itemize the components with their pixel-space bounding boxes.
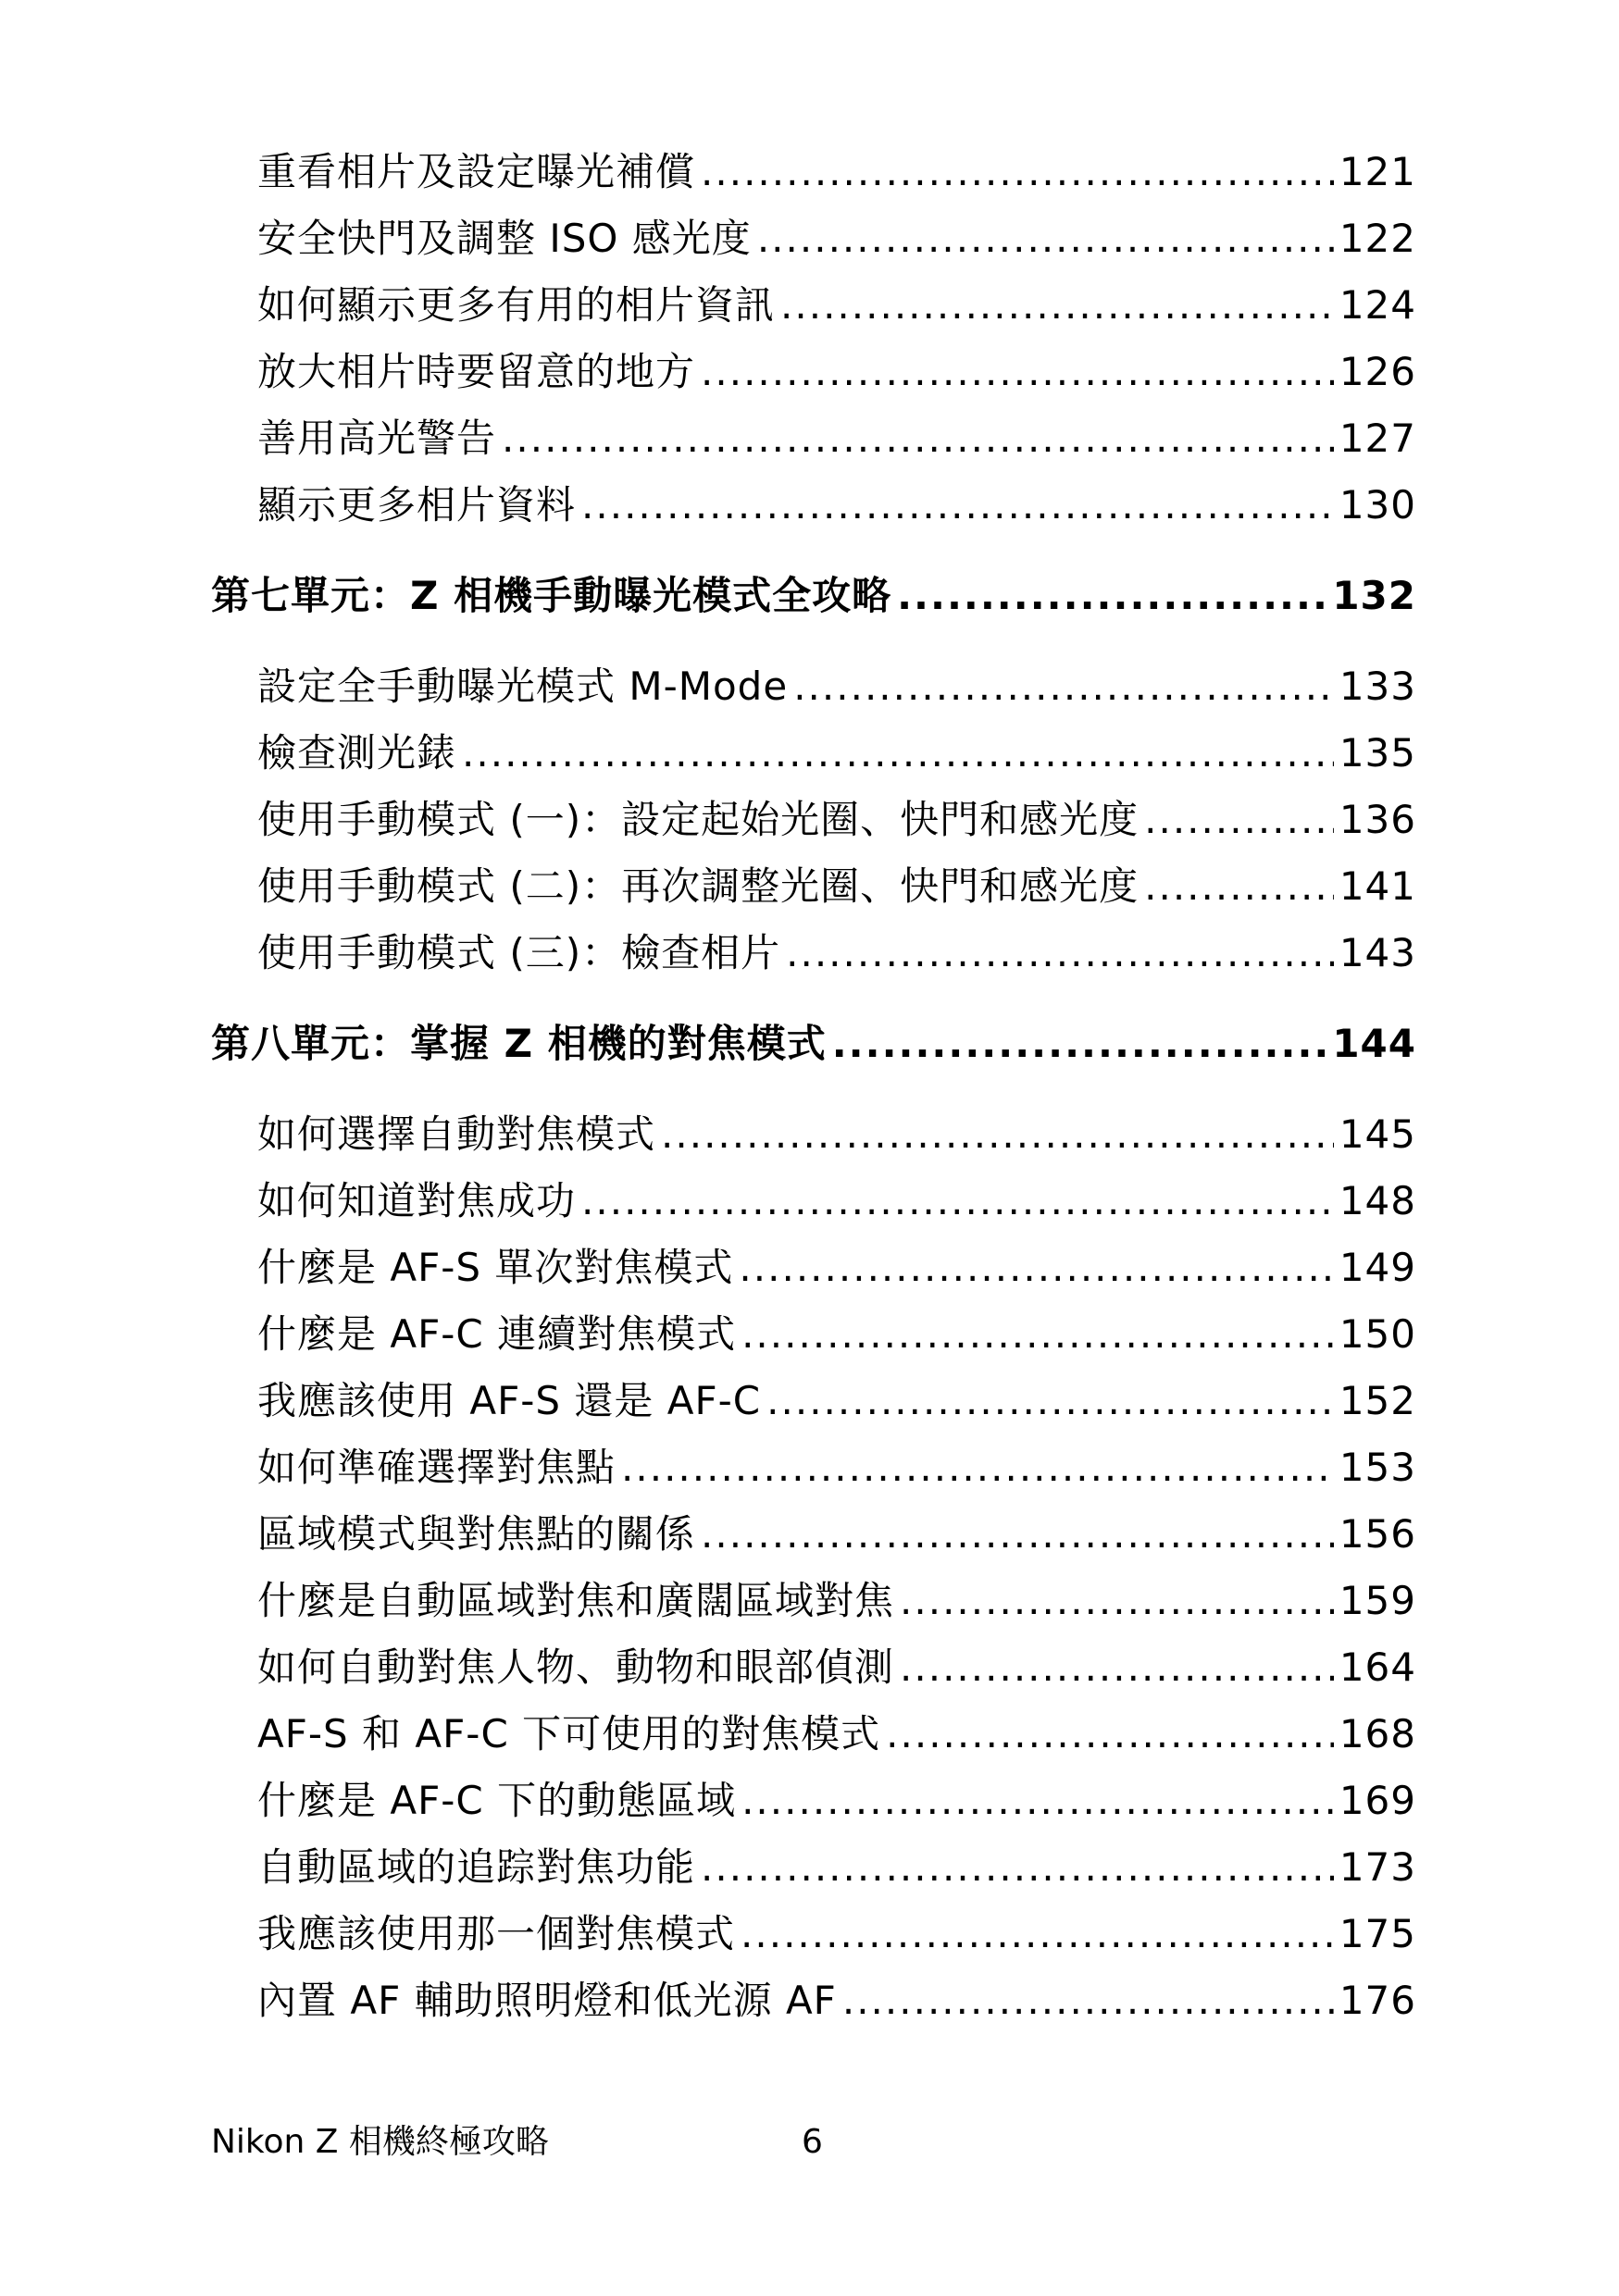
dot-leader	[701, 1842, 1334, 1893]
toc-entry-page: 152	[1339, 1378, 1416, 1423]
toc-entry-page: 122	[1339, 216, 1416, 261]
toc-entry-page: 135	[1339, 730, 1416, 776]
toc-entry[interactable]	[257, 861, 1416, 912]
toc-entry[interactable]	[257, 1309, 1416, 1360]
toc-entry-title: 如何顯示更多有用的相片資訊	[257, 282, 776, 328]
dot-leader	[886, 1708, 1334, 1760]
toc-entry-title: 內置 AF 輔助照明燈和低光源 AF	[257, 1978, 837, 2023]
toc-entry-page: 133	[1339, 664, 1416, 709]
toc-chapter-page: 144	[1332, 1021, 1416, 1066]
toc-entry-title: 使用手動模式 (一)：設定起始光圈、快門和感光度	[257, 797, 1140, 842]
toc-entry[interactable]	[257, 1975, 1416, 2027]
toc-entry-page: 176	[1339, 1978, 1416, 2023]
dot-leader	[502, 413, 1334, 465]
dot-leader	[661, 1109, 1334, 1160]
toc-entry-title: 如何知道對焦成功	[257, 1178, 577, 1223]
toc-entry-page: 156	[1339, 1511, 1416, 1557]
toc-entry-title: 檢查測光錶	[257, 730, 457, 776]
dot-leader	[621, 1442, 1334, 1494]
toc-entry[interactable]	[257, 1109, 1416, 1160]
toc-entry-title: 設定全手動曝光模式 M-Mode	[257, 664, 789, 709]
dot-leader	[900, 1642, 1334, 1694]
toc-entry[interactable]	[257, 1642, 1416, 1694]
toc-entry-title: 使用手動模式 (二)：再次調整光圈、快門和感光度	[257, 863, 1140, 909]
footer-book-title: Nikon Z 相機終極攻略	[211, 2123, 549, 2161]
footer-page-number: 6	[802, 2123, 823, 2161]
toc-entry-page: 173	[1339, 1844, 1416, 1890]
toc-chapter-heading[interactable]	[211, 570, 1416, 622]
dot-leader	[581, 479, 1334, 531]
dot-leader	[766, 1375, 1334, 1427]
toc-entry[interactable]	[257, 927, 1416, 979]
toc-chapter-title: 第七單元：Z 相機手動曝光模式全攻略	[211, 573, 892, 618]
dot-leader	[741, 1309, 1334, 1360]
toc-entry[interactable]	[257, 794, 1416, 846]
dot-leader	[793, 661, 1334, 713]
toc-entry-page: 127	[1339, 416, 1416, 461]
dot-leader	[1144, 794, 1334, 846]
toc-entry-page: 168	[1339, 1711, 1416, 1756]
toc-entry[interactable]	[257, 213, 1416, 265]
toc-entry[interactable]	[257, 1842, 1416, 1893]
toc-entry[interactable]	[257, 1575, 1416, 1627]
toc-entry[interactable]	[257, 1442, 1416, 1494]
toc-entry[interactable]	[257, 1508, 1416, 1560]
dot-leader	[900, 1575, 1334, 1627]
toc-entry[interactable]	[257, 1908, 1416, 1960]
toc-entry[interactable]	[257, 479, 1416, 531]
dot-leader	[741, 1775, 1334, 1827]
toc-entry-page: 175	[1339, 1911, 1416, 1956]
toc-entry-title: 重看相片及設定曝光補償	[257, 149, 696, 194]
toc-entry-title: AF-S 和 AF-C 下可使用的對焦模式	[257, 1711, 881, 1756]
toc-entry-page: 124	[1339, 282, 1416, 328]
toc-entry[interactable]	[257, 1708, 1416, 1760]
dot-leader	[701, 146, 1334, 198]
toc-entry[interactable]	[257, 1175, 1416, 1227]
toc-entry[interactable]	[257, 1375, 1416, 1427]
toc-entry-page: 126	[1339, 349, 1416, 394]
toc-entry-page: 148	[1339, 1178, 1416, 1223]
toc-entry-title: 自動區域的追踪對焦功能	[257, 1844, 696, 1890]
toc-entry[interactable]	[257, 1242, 1416, 1294]
toc-entry-title: 顯示更多相片資料	[257, 482, 577, 527]
toc-entry-title: 什麼是自動區域對焦和廣闊區域對焦	[257, 1578, 895, 1623]
toc-entry-title: 如何選擇自動對焦模式	[257, 1111, 656, 1157]
toc-entry-page: 121	[1339, 149, 1416, 194]
toc-entry-title: 什麼是 AF-S 單次對焦模式	[257, 1245, 734, 1290]
toc-entry[interactable]	[257, 727, 1416, 779]
toc-entry-title: 如何自動對焦人物、動物和眼部偵測	[257, 1644, 895, 1690]
toc-entry-title: 善用高光警告	[257, 416, 497, 461]
dot-leader	[581, 1175, 1334, 1227]
dot-leader	[462, 727, 1334, 779]
dot-leader	[832, 1018, 1327, 1070]
toc-entry-title: 我應該使用 AF-S 還是 AF-C	[257, 1378, 762, 1423]
dot-leader	[741, 1908, 1334, 1960]
dot-leader	[780, 279, 1334, 331]
toc-entry-title: 我應該使用那一個對焦模式	[257, 1911, 736, 1956]
toc-entry-page: 169	[1339, 1778, 1416, 1823]
toc-entry-title: 放大相片時要留意的地方	[257, 349, 696, 394]
toc-entry[interactable]	[257, 1775, 1416, 1827]
toc-entry-page: 145	[1339, 1111, 1416, 1157]
dot-leader	[757, 213, 1334, 265]
toc-chapter-title: 第八單元：掌握 Z 相機的對焦模式	[211, 1021, 827, 1066]
toc-entry-page: 149	[1339, 1245, 1416, 1290]
toc-entry[interactable]	[257, 346, 1416, 398]
toc-entry-title: 使用手動模式 (三)：檢查相片	[257, 930, 781, 975]
toc-entry-title: 區域模式與對焦點的關係	[257, 1511, 696, 1557]
toc-entry-page: 164	[1339, 1644, 1416, 1690]
dot-leader	[897, 570, 1326, 622]
toc-entry[interactable]	[257, 661, 1416, 713]
toc-chapter-heading[interactable]	[211, 1018, 1416, 1070]
toc-entry-page: 130	[1339, 482, 1416, 527]
toc-entry-title: 什麼是 AF-C 連續對焦模式	[257, 1311, 737, 1357]
toc-entry-page: 153	[1339, 1445, 1416, 1490]
toc-entry-title: 什麼是 AF-C 下的動態區域	[257, 1778, 737, 1823]
toc-entry-page: 159	[1339, 1578, 1416, 1623]
toc-entry[interactable]	[257, 279, 1416, 331]
dot-leader	[1144, 861, 1334, 912]
dot-leader	[842, 1975, 1334, 2027]
toc-entry-title: 安全快門及調整 ISO 感光度	[257, 216, 752, 261]
toc-entry-page: 143	[1339, 930, 1416, 975]
toc-entry-title: 如何準確選擇對焦點	[257, 1445, 616, 1490]
toc-entry[interactable]	[257, 146, 1416, 198]
dot-leader	[786, 927, 1334, 979]
dot-leader	[701, 346, 1334, 398]
toc-entry-page: 150	[1339, 1311, 1416, 1357]
dot-leader	[701, 1508, 1334, 1560]
toc-entry[interactable]	[257, 413, 1416, 465]
toc-entry-page: 141	[1339, 863, 1416, 909]
toc-chapter-page: 132	[1332, 573, 1416, 618]
toc-entry-page: 136	[1339, 797, 1416, 842]
dot-leader	[739, 1242, 1333, 1294]
